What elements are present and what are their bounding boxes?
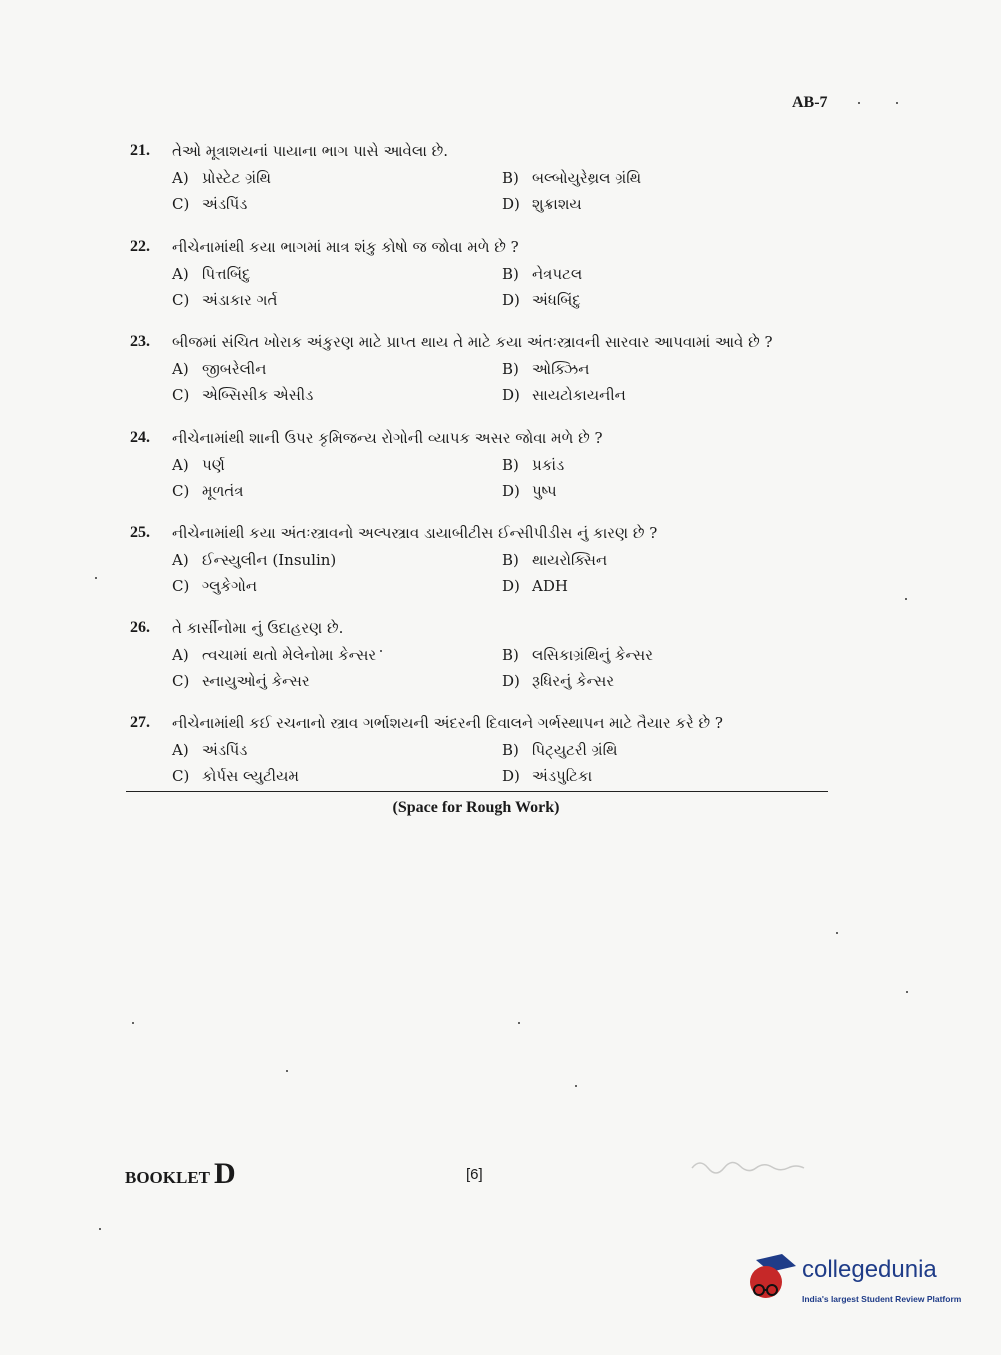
option-text: ઈન્સ્યુલીન (Insulin) <box>202 551 337 569</box>
option-letter: C) <box>172 767 190 785</box>
option-item <box>502 739 832 761</box>
option-letter: A) <box>172 646 189 664</box>
option-text: પુષ્પ <box>532 482 557 500</box>
mascot-icon <box>742 1252 800 1310</box>
option-letter: A) <box>172 551 189 569</box>
scan-speck <box>286 1070 288 1072</box>
option-text: પ્રકાંડ <box>532 456 565 474</box>
options-grid <box>172 454 830 502</box>
option-letter: A) <box>172 360 189 378</box>
question-head <box>130 522 830 544</box>
option-item <box>502 549 832 571</box>
scan-speck <box>99 1228 101 1230</box>
option-item <box>172 739 502 761</box>
option-item <box>502 167 832 189</box>
option-item <box>172 454 502 476</box>
option-letter: D) <box>502 577 520 595</box>
question-block <box>130 140 830 215</box>
options-grid <box>172 358 830 406</box>
scan-speck <box>575 1085 577 1087</box>
question-text: બીજમાં સંચિત ખોરાક અંકુરણ માટે પ્રાપ્ત થાય તે માટે કયા અંતઃસ્ત્રાવની સારવાર આપવામાં આવે છે ? <box>172 333 773 351</box>
scan-speck <box>518 1022 520 1024</box>
option-letter: D) <box>502 195 520 213</box>
option-item <box>172 644 502 666</box>
option-text: અંડપિંડ <box>202 195 248 213</box>
logo-name: collegedunia <box>802 1256 937 1283</box>
question-block <box>130 617 830 692</box>
options-grid <box>172 644 830 692</box>
option-letter: C) <box>172 291 190 309</box>
option-letter: C) <box>172 672 190 690</box>
options-grid <box>172 739 830 787</box>
question-number: 26. <box>130 619 150 636</box>
option-item <box>172 384 502 406</box>
option-item <box>502 644 832 666</box>
option-item <box>172 575 502 597</box>
scan-speck <box>906 991 908 993</box>
booklet-letter: D <box>214 1157 236 1190</box>
option-text: શુક્રાશય <box>532 195 582 213</box>
option-letter: A) <box>172 265 189 283</box>
question-block <box>130 236 830 311</box>
option-text: અંડપુટિકા <box>532 767 593 785</box>
option-letter: B) <box>502 169 519 187</box>
page-code: AB-7 <box>792 94 828 111</box>
option-item <box>172 289 502 311</box>
question-number: 21. <box>130 142 150 159</box>
option-text: નેત્રપટલ <box>532 265 583 283</box>
scan-speck <box>132 1022 134 1024</box>
question-block <box>130 331 830 406</box>
option-text: એબ્સિસીક એસીડ <box>202 386 314 404</box>
option-text: રૂધિરનું કેન્સર <box>532 672 615 690</box>
scan-speck <box>836 932 838 934</box>
scan-speck <box>896 102 898 104</box>
booklet-text: BOOKLET <box>125 1168 211 1187</box>
option-item <box>502 384 832 406</box>
question-text: નીચેનામાંથી કયા ભાગમાં માત્ર શંકુ કોષો જ જોવા મળે છે ? <box>172 238 519 256</box>
option-letter: D) <box>502 482 520 500</box>
question-head <box>130 712 830 734</box>
question-head <box>130 617 830 639</box>
option-text: જીબરેલીન <box>202 360 267 378</box>
option-letter: D) <box>502 767 520 785</box>
option-letter: D) <box>502 386 520 404</box>
option-item <box>502 358 832 380</box>
option-letter: B) <box>502 741 519 759</box>
option-text: ઓક્ઝિન <box>532 360 590 378</box>
option-item <box>502 193 832 215</box>
question-text: નીચેનામાંથી શાની ઉપર કૃમિજન્ય રોગોની વ્યાપક અસર જોવા મળે છે ? <box>172 429 603 447</box>
question-head <box>130 236 830 258</box>
option-text: મૂળતંત્ર <box>202 482 244 500</box>
option-letter: B) <box>502 360 519 378</box>
option-letter: B) <box>502 646 519 664</box>
question-text: તેઓ મૂત્રાશયનાં પાયાના ભાગ પાસે આવેલા છે. <box>172 142 449 160</box>
option-letter: A) <box>172 456 189 474</box>
question-text: નીચેનામાંથી કઈ રચનાનો સ્ત્રાવ ગર્ભાશયની અંદરની દિવાલને ગર્ભસ્થાપન માટે તૈયાર કરે છે ? <box>172 714 723 732</box>
option-text: ત્વચામાં થતો મેલેનોમા કેન્સર <box>202 646 377 664</box>
option-letter: A) <box>172 741 189 759</box>
option-item <box>502 289 832 311</box>
option-item <box>172 167 502 189</box>
question-number: 22. <box>130 238 150 255</box>
option-text: થાયરોક્સિન <box>532 551 608 569</box>
question-text: નીચેનામાંથી કયા અંતઃસ્ત્રાવનો અલ્પસ્ત્રાવ ડાયાબીટીસ ઈન્સીપીડીસ નું કારણ છે ? <box>172 524 658 542</box>
option-text: કોર્પસ લ્યુટીયમ <box>202 767 299 785</box>
separator-rule <box>126 791 828 792</box>
question-head <box>130 331 830 353</box>
option-item <box>172 480 502 502</box>
option-letter: B) <box>502 265 519 283</box>
option-text: બલ્બોયુરેથ્રલ ગ્રંથિ <box>532 169 642 187</box>
scan-speck <box>95 577 97 579</box>
question-block <box>130 427 830 502</box>
booklet-label <box>125 1157 236 1191</box>
option-text: અંડાકાર ગર્ત <box>202 291 278 309</box>
option-letter: B) <box>502 551 519 569</box>
option-text: પિત્તબિંદુ <box>202 265 251 283</box>
option-letter: B) <box>502 456 519 474</box>
option-item <box>172 193 502 215</box>
option-text: અંડપિંડ <box>202 741 248 759</box>
page-number: [6] <box>466 1166 483 1183</box>
option-letter: D) <box>502 291 520 309</box>
option-item <box>172 765 502 787</box>
option-item <box>502 454 832 476</box>
option-item <box>172 549 502 571</box>
option-item <box>172 358 502 380</box>
option-letter: C) <box>172 577 190 595</box>
question-number: 24. <box>130 429 150 446</box>
options-grid <box>172 263 830 311</box>
question-number: 23. <box>130 333 150 350</box>
option-text: સાયટોકાયનીન <box>532 386 626 404</box>
question-number: 25. <box>130 524 150 541</box>
option-item <box>172 670 502 692</box>
scan-speck <box>380 650 382 652</box>
question-block <box>130 522 830 597</box>
options-grid <box>172 167 830 215</box>
scan-speck <box>858 102 860 104</box>
question-block <box>130 712 830 787</box>
options-grid <box>172 549 830 597</box>
option-text: ગ્લુકેગોન <box>202 577 257 595</box>
option-letter: C) <box>172 195 190 213</box>
option-text: પ્રોસ્ટેટ ગ્રંથિ <box>202 169 271 187</box>
option-item <box>502 670 832 692</box>
option-item <box>502 765 832 787</box>
option-text: લસિકાગ્રંથિનું કેન્સર <box>532 646 653 664</box>
scan-speck <box>905 598 907 600</box>
option-text: અંધબિંદુ <box>532 291 581 309</box>
option-item <box>502 263 832 285</box>
option-text: પર્ણ <box>202 456 225 474</box>
rough-work-label: (Space for Rough Work) <box>392 799 560 816</box>
option-letter: C) <box>172 386 190 404</box>
faded-stamp <box>690 1156 810 1174</box>
option-letter: C) <box>172 482 190 500</box>
question-text: તે કાર્સીનોમા નું ઉદાહરણ છે. <box>172 619 344 637</box>
option-letter: A) <box>172 169 189 187</box>
option-text: પિટ્યુટરી ગ્રંથિ <box>532 741 618 759</box>
option-item <box>502 575 832 597</box>
question-head <box>130 140 830 162</box>
collegedunia-logo <box>742 1252 972 1312</box>
option-text: ADH <box>532 577 568 595</box>
logo-tagline: India's largest Student Review Platform <box>802 1294 962 1304</box>
option-text: સ્નાયુઓનું કેન્સર <box>202 672 310 690</box>
question-number: 27. <box>130 714 150 731</box>
option-item <box>502 480 832 502</box>
option-letter: D) <box>502 672 520 690</box>
option-item <box>172 263 502 285</box>
question-head <box>130 427 830 449</box>
